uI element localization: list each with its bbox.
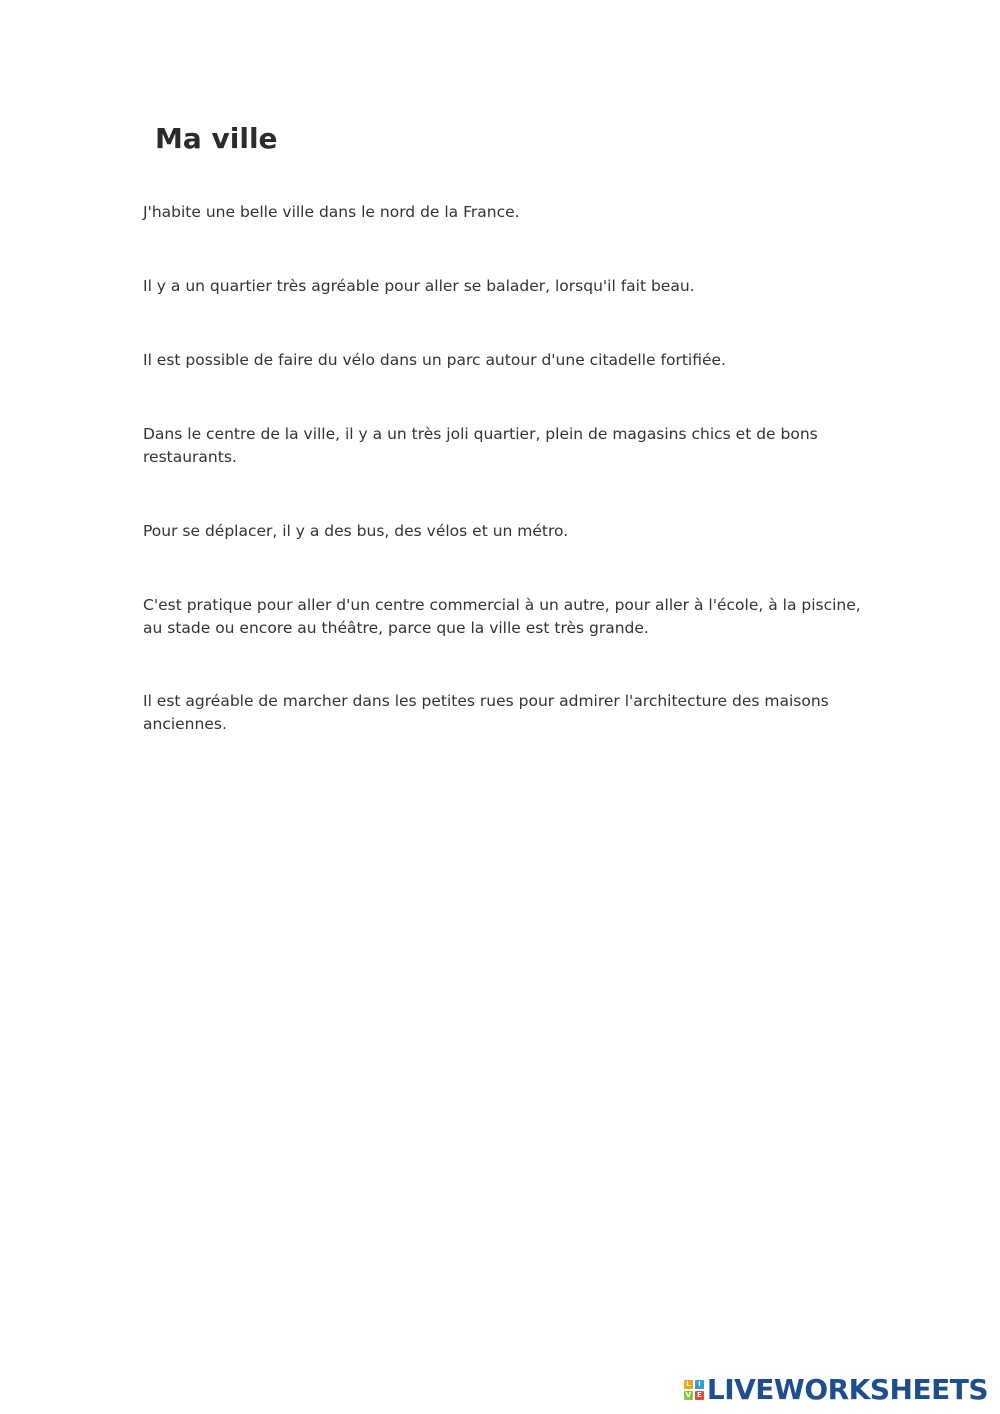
liveworksheets-branding: [684, 1374, 988, 1406]
page-title: Ma ville: [155, 122, 278, 155]
paragraph-7: Il est agréable de marcher dans les petites rues pour admirer l'architecture des maisons anciennes.: [143, 692, 829, 733]
logo-cell-l: L: [684, 1380, 693, 1389]
liveworksheets-logo-icon: [684, 1380, 704, 1400]
paragraph-2: Il y a un quartier très agréable pour aller se balader, lorsqu'il fait beau.: [143, 277, 695, 295]
paragraph-3: Il est possible de faire du vélo dans un parc autour d'une citadelle fortifiée.: [143, 351, 726, 369]
paragraph-4: Dans le centre de la ville, il y a un très joli quartier, plein de magasins chics et de bons restaurants.: [143, 425, 818, 466]
paragraph-5: Pour se déplacer, il y a des bus, des vélos et un métro.: [143, 522, 569, 540]
paragraph-1: J'habite une belle ville dans le nord de la France.: [143, 203, 520, 221]
logo-cell-v: V: [685, 1391, 692, 1399]
liveworksheets-wordmark: LIVEWORKSHEETS: [706, 1373, 988, 1406]
logo-cell-i: I: [695, 1380, 704, 1389]
logo-cell-e: E: [695, 1391, 704, 1400]
paragraph-6: C'est pratique pour aller d'un centre commercial à un autre, pour aller à l'école, à la piscine, au stade ou encore au théâtre, parce que la ville est très grande.: [143, 596, 861, 637]
